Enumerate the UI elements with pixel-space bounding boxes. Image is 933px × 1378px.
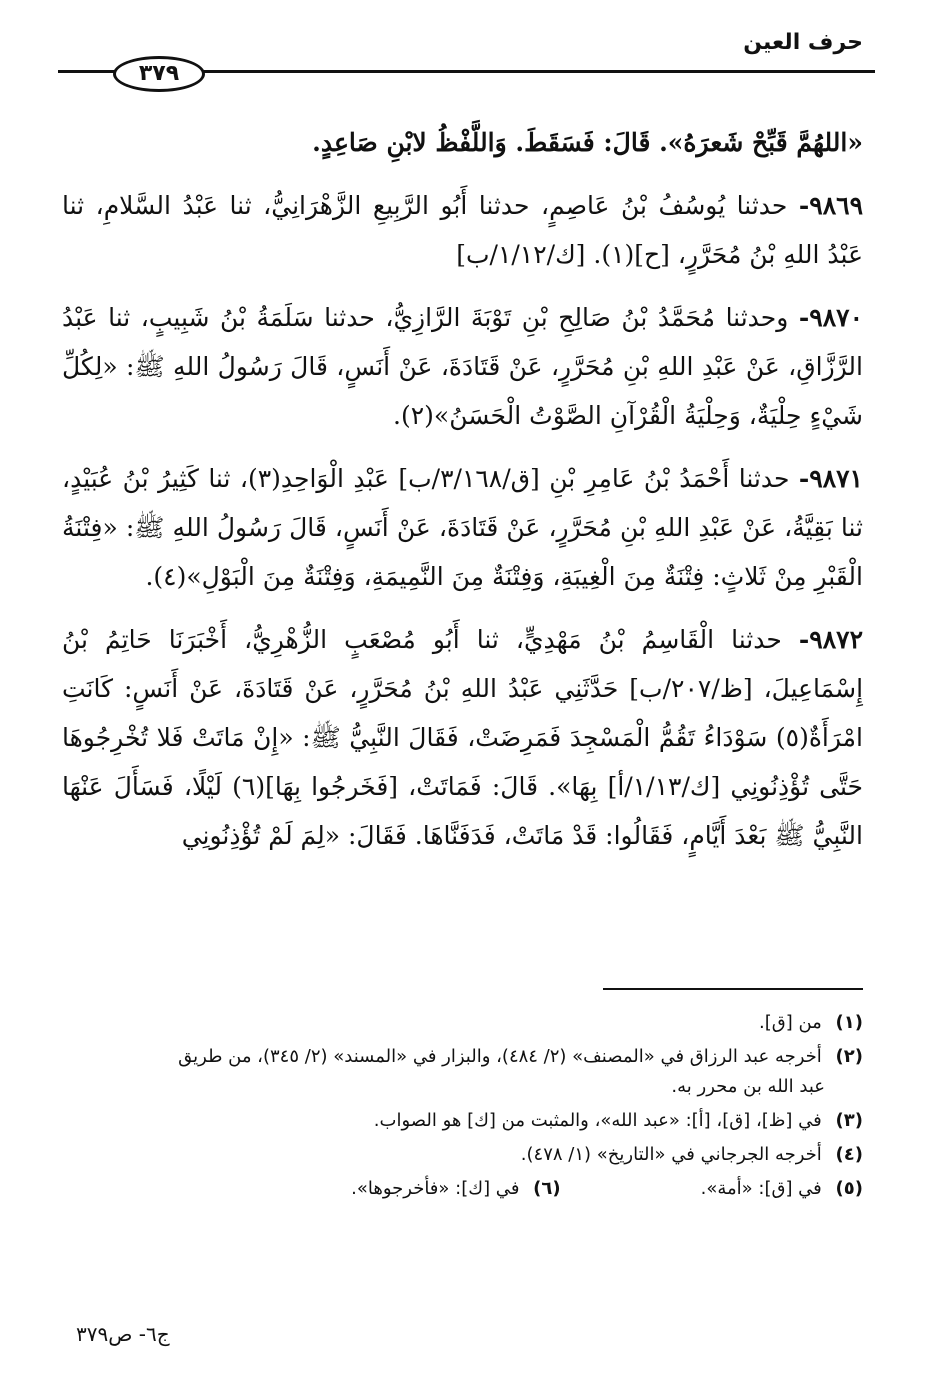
footnote-text: أخرجه عبد الرزاق في «المصنف» (٢/ ٤٨٤)، والبزار في «المسند» (٢/ ٣٤٥)، من طريق xyxy=(178,1046,822,1067)
main-text xyxy=(62,118,863,874)
hadith-9870 xyxy=(62,293,863,440)
footnote-text: في [ظ]، [ق]، [أ]: «عبد الله»، والمثبت من [ك] هو الصواب. xyxy=(373,1110,822,1131)
footnote-text: من [ق]. xyxy=(758,1012,822,1033)
chapter-title: حرف العين xyxy=(743,30,863,55)
hadith-text: وحدثنا مُحَمَّدُ بْنُ صَالِحِ بْنِ تَوْبَةَ الرَّازِيُّ، حدثنا سَلَمَةُ بْنُ شَبِيبٍ، ثنا عَبْدُ الرَّزَّاقِ، عَنْ عَبْدِ اللهِ بْنِ مُحَرَّرٍ، عَنْ قَتَادَةَ، عَنْ أَنَسٍ، قَالَ رَسُولُ اللهِ ﷺ: «لِكُلِّ شَيْءٍ حِلْيَةٌ، وَحِلْيَةُ الْقُرْآنِ الصَّوْتُ الْحَسَنُ»(٢). xyxy=(62,303,863,430)
footnote-1 xyxy=(62,1008,863,1038)
footnote-number: (٢) xyxy=(835,1046,863,1067)
hadith-9872 xyxy=(62,615,863,860)
hadith-9871 xyxy=(62,454,863,601)
footnotes xyxy=(62,1008,863,1208)
footnote-text-continued: عبد الله بن محرر به. xyxy=(671,1076,825,1097)
footnote-4 xyxy=(62,1140,863,1170)
footnote-number: (١) xyxy=(835,1012,863,1033)
footnote-number: (٥) xyxy=(835,1178,863,1199)
volume-page-reference: ج٦- ص٣٧٩ xyxy=(76,1322,170,1346)
hadith-text: حدثنا الْقَاسِمُ بْنُ مَهْدِيٍّ، ثنا أَبُو مُصْعَبٍ الزُّهْرِيُّ، أَخْبَرَنَا حَاتِمُ بْنُ إِسْمَاعِيلَ، [ظ/٢٠٧/ب] حَدَّثَنِي عَبْدُ اللهِ بْنُ مُحَرَّرٍ، عَنْ قَتَادَةَ، عَنْ أَنَسٍ: كَانَتِ امْرَأَةٌ(٥) سَوْدَاءُ تَقُمُّ الْمَسْجِدَ فَمَرِضَتْ، فَقَالَ النَّبِيُّ ﷺ: «إِنْ مَاتَتْ فَلا تُخْرِجُوهَا حَتَّى تُؤْذِنُونِي [ك/١/١٣/أ] بِهَا». قَالَ: فَمَاتَتْ، [فَخَرجُوا بِهَا](٦) لَيْلًا، فَسَأَلَ عَنْهَا النَّبِيُّ ﷺ بَعْدَ أَيَّامٍ، فَقَالُوا: قَدْ مَاتَتْ، فَدَفَنَّاهَا. فَقَالَ: «لِمَ لَمْ تُؤْذِنُونِي xyxy=(62,625,864,850)
footnote-number: (٣) xyxy=(835,1110,863,1131)
hadith-number: ٩٨٧١- xyxy=(798,464,863,493)
footnote-row-5-6 xyxy=(62,1174,863,1204)
footnote-3 xyxy=(62,1106,863,1136)
hadith-text: حدثنا يُوسُفُ بْنُ عَاصِمٍ، حدثنا أَبُو الرَّبِيعِ الزَّهْرَانِيُّ، ثنا عَبْدُ السَّلامِ، ثنا عَبْدُ اللهِ بْنُ مُحَرَّرٍ، [ح](١). [ك/١/١٢/ب] xyxy=(62,191,863,269)
paragraph-0 xyxy=(62,118,863,167)
hadith-text: حدثنا أَحْمَدُ بْنُ عَامِرِ بْنِ [ق/٣/١٦٨/ب] عَبْدِ الْوَاحِدِ(٣)، ثنا كَثِيرُ بْنُ عُبَيْدٍ، ثنا بَقِيَّةُ، عَنْ عَبْدِ اللهِ بْنِ مُحَرَّرٍ، عَنْ قَتَادَةَ، عَنْ أَنَسٍ، قَالَ رَسُولُ اللهِ ﷺ: «فِتْنَةُ الْقَبْرِ مِنْ ثَلاثٍ: فِتْنَةٌ مِنَ الْغِيبَةِ، وَفِتْنَةٌ مِنَ النَّمِيمَةِ، وَفِتْنَةٌ مِنَ الْبَوْلِ»(٤). xyxy=(62,464,863,591)
footnote-text: في [ق]: «أمة». xyxy=(700,1178,822,1199)
hadith-number: ٩٨٧٠- xyxy=(798,303,863,332)
footnote-5 xyxy=(701,1174,863,1204)
hadith-9869 xyxy=(62,181,863,279)
footnote-number: (٤) xyxy=(835,1144,863,1165)
hadith-number: ٩٨٧٢- xyxy=(798,625,864,654)
footnote-6 xyxy=(351,1174,561,1204)
footnote-text: في [ك]: «فأخرجوها». xyxy=(351,1178,520,1199)
hadith-number: ٩٨٦٩- xyxy=(798,191,863,220)
paragraph-0-text: «اللهُمَّ قَبِّحْ شَعرَهُ». قَالَ: فَسَقَطَ. وَاللَّفْظُ لابْنِ صَاعِدٍ. xyxy=(312,128,863,157)
footnote-2 xyxy=(62,1042,863,1102)
footnote-rule xyxy=(603,988,863,990)
footnote-number: (٦) xyxy=(533,1178,561,1199)
footnote-text: أخرجه الجرجاني في «التاريخ» (١/ ٤٧٨). xyxy=(520,1144,822,1165)
page-number-badge: ٣٧٩ xyxy=(113,56,205,92)
